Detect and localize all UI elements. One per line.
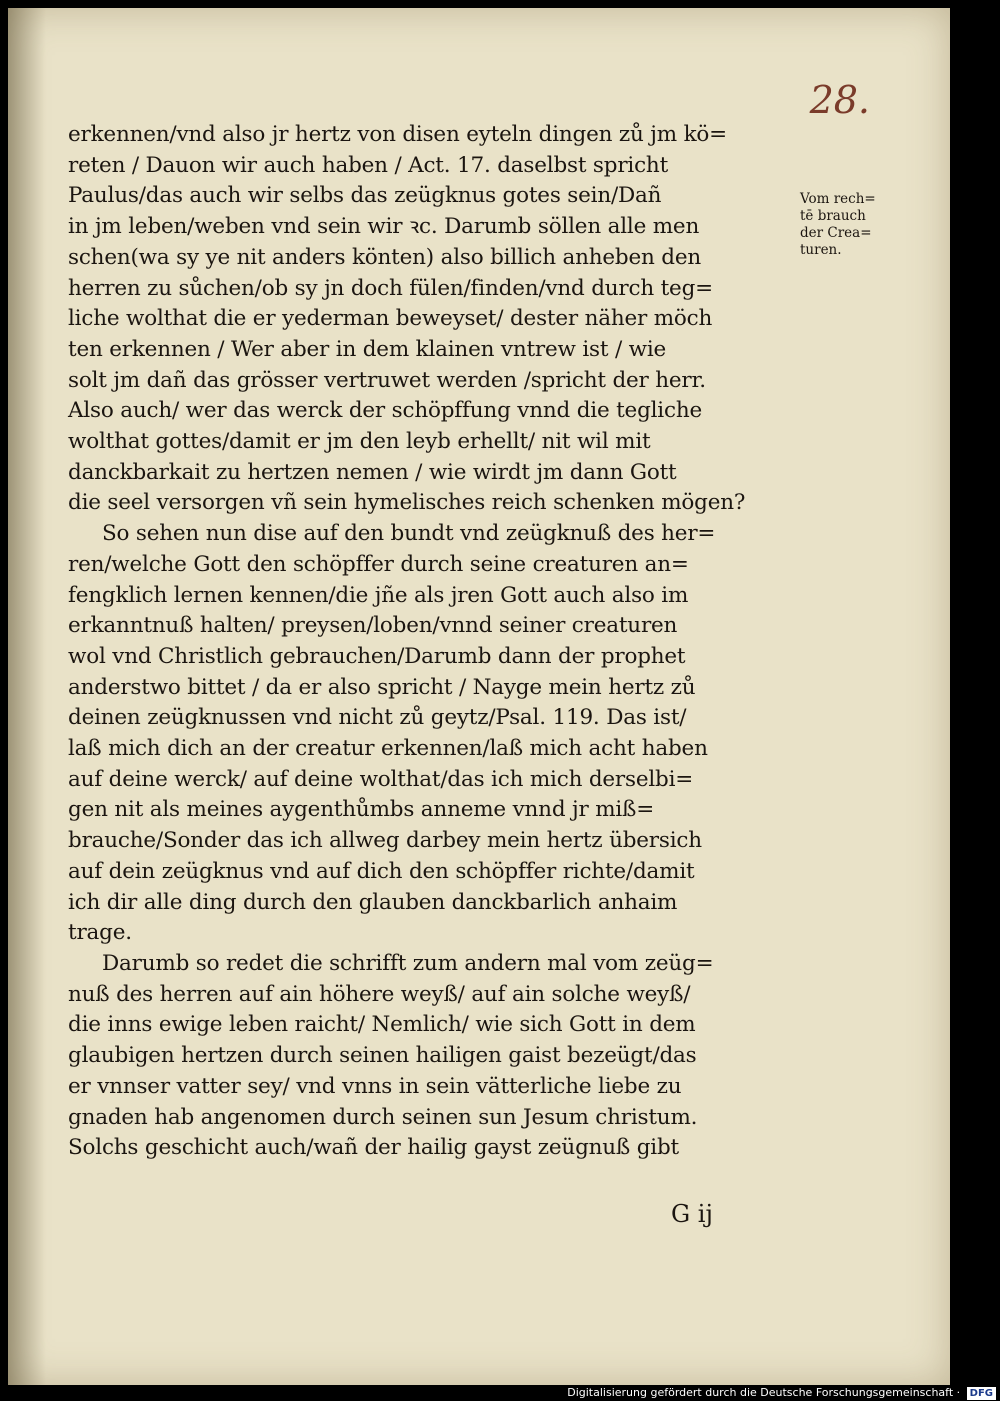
text-line: liche wolthat die er yederman beweyset/ dester näher möch xyxy=(68,306,713,332)
text-line: die seel versorgen vñ sein hymelisches reich schenken mögen? xyxy=(68,490,746,516)
text-line: trage. xyxy=(68,920,132,946)
text-line: ten erkennen / Wer aber in dem klainen vntrew ist / wie xyxy=(68,336,667,362)
text-line: laß mich dich an der creatur erkennen/laß mich acht haben xyxy=(68,736,708,762)
text-line: auf dein zeügknus vnd auf dich den schöpffer richte/damit xyxy=(68,858,695,884)
text-line: nuß des herren auf ain höhere weyß/ auf ain solche weyß/ xyxy=(68,981,691,1007)
text-line: danckbarkait zu hertzen nemen / wie wirdt jm dann Gott xyxy=(68,459,677,485)
text-line: brauche/Sonder das ich allweg darbey mein hertz übersich xyxy=(68,828,702,854)
marginal-note xyxy=(800,191,910,259)
text-line: er vnnser vatter sey/ vnd vnns in sein vätterliche liebe zu xyxy=(68,1073,682,1099)
footer-text: Digitalisierung gefördert durch die Deutsche Forschungsgemeinschaft · xyxy=(567,1386,961,1399)
text-line: So sehen nun dise auf den bundt vnd zeügknuß des her= xyxy=(102,521,716,547)
folio-number: 28. xyxy=(809,78,870,122)
text-line: wol vnd Christlich gebrauchen/Darumb dann der prophet xyxy=(68,643,686,669)
text-line: glaubigen hertzen durch seinen hailigen gaist bezeügt/das xyxy=(68,1043,697,1069)
marginal-note-line: turen. xyxy=(800,242,842,258)
text-line: erkennen/vnd also jr hertz von disen eyteln dingen zů jm kö= xyxy=(68,122,727,147)
text-line: erkanntnuß halten/ preysen/loben/vnnd seiner creaturen xyxy=(68,613,678,639)
text-line: Darumb so redet die schrifft zum andern mal vom zeüg= xyxy=(102,950,714,976)
dfg-logo: DFG xyxy=(967,1387,996,1400)
marginal-note-line: Vom rech= xyxy=(800,191,876,207)
text-line: deinen zeügknussen vnd nicht zů geytz/Psal. 119. Das ist/ xyxy=(68,705,687,731)
marginal-note-line: der Crea= xyxy=(800,225,872,241)
text-line: anderstwo bittet / da er also spricht / Nayge mein hertz zů xyxy=(68,674,696,700)
text-line: solt jm dañ das grösser vertruwet werden /spricht der herr. xyxy=(68,367,706,393)
book-page xyxy=(8,8,950,1386)
text-line: ich dir alle ding durch den glauben danckbarlich anhaim xyxy=(68,889,678,915)
text-line: schen(wa sy ye nit anders könten) also billich anheben den xyxy=(68,244,702,270)
text-line: herren zu sůchen/ob sy jn doch fülen/finden/vnd durch teg= xyxy=(68,275,713,301)
text-line: auf deine werck/ auf deine wolthat/das ich mich derselbi= xyxy=(68,766,694,792)
text-line: in jm leben/weben vnd sein wir ꝛc. Darumb söllen alle men xyxy=(68,214,700,240)
text-line: reten / Dauon wir auch haben / Act. 17. daselbst spricht xyxy=(68,152,669,178)
text-line: ren/welche Gott den schöpffer durch seine creaturen an= xyxy=(68,551,689,577)
main-text-block xyxy=(68,120,788,1164)
text-line: gnaden hab angenomen durch seinen sun Jesum christum. xyxy=(68,1104,698,1130)
text-line: Paulus/das auch wir selbs das zeügknus gotes sein/Dañ xyxy=(68,183,662,209)
marginal-note-line: tē brauch xyxy=(800,208,866,224)
text-line: Also auch/ wer das werck der schöpffung vnnd die tegliche xyxy=(68,398,702,424)
text-line: fengklich lernen kennen/die jñe als jren Gott auch also im xyxy=(68,582,689,608)
text-line: wolthat gottes/damit er jm den leyb erhellt/ nit wil mit xyxy=(68,429,651,455)
text-line: die inns ewige leben raicht/ Nemlich/ wie sich Gott in dem xyxy=(68,1012,696,1038)
signature-mark: G ij xyxy=(671,1200,713,1228)
footer-bar xyxy=(0,1385,1000,1401)
text-line: Solchs geschicht auch/wañ der hailig gayst zeügnuß gibt xyxy=(68,1135,679,1161)
text-line: gen nit als meines aygenthůmbs anneme vnnd jr miß= xyxy=(68,797,655,823)
